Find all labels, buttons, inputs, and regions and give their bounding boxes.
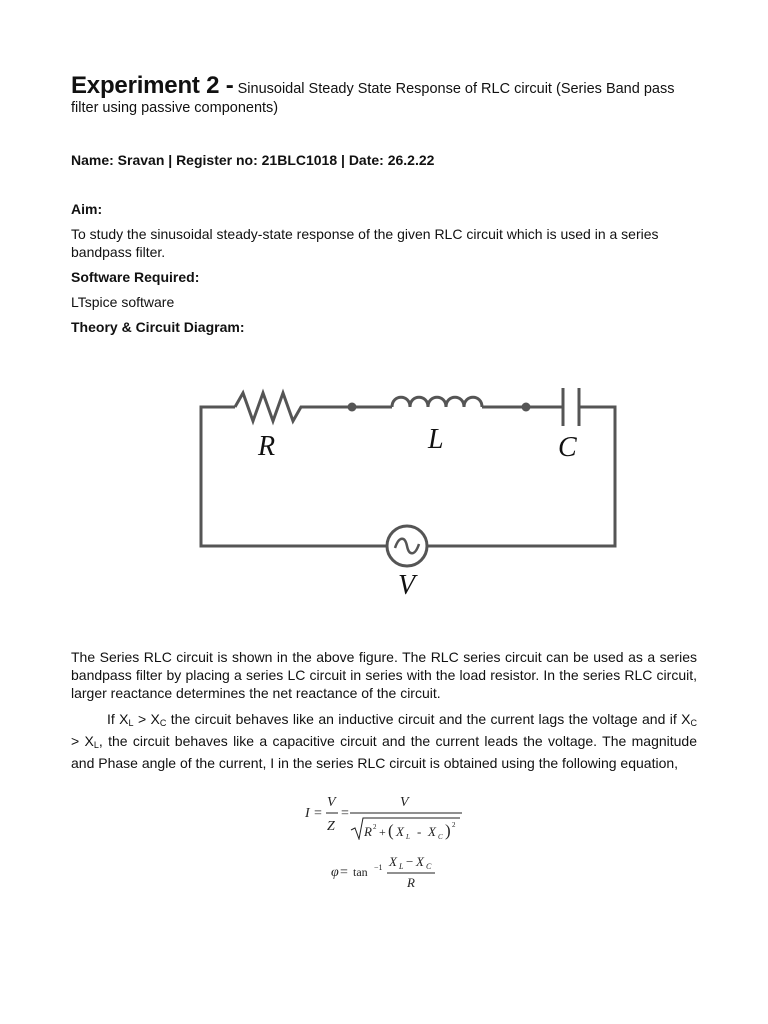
aim-label: Aim:	[71, 201, 103, 217]
p2-text-3: the circuit behaves like an inductive circuit and the current lags the voltage and if X	[166, 711, 691, 727]
eq1-open-paren: (	[388, 821, 394, 840]
eq2-phi: φ	[331, 865, 339, 880]
eq1-r: R	[364, 824, 372, 839]
resistor-symbol	[235, 393, 352, 421]
source-label: V	[398, 570, 416, 601]
p2-sub-4: L	[93, 740, 99, 750]
eq1-plus: +	[379, 825, 386, 839]
eq2-num-c: C	[426, 862, 432, 871]
sine-wave-icon	[395, 539, 419, 554]
node-dot-2	[522, 403, 531, 412]
eq2-tan: tan	[353, 865, 368, 879]
eq1-xc-sub: C	[438, 833, 443, 840]
rlc-circuit-diagram	[195, 380, 625, 605]
eq2-num-xc: X	[416, 854, 424, 869]
eq1-xl-sub: L	[406, 833, 410, 840]
resistor-label: R	[258, 431, 276, 462]
experiment-heading: Experiment 2 -	[71, 72, 234, 99]
eq2-num-l: L	[399, 862, 404, 871]
eq1-lhs: I =	[305, 806, 323, 821]
aim-text: To study the sinusoidal steady-state response of the given RLC circuit which is used in a series bandpass filter.	[71, 226, 659, 260]
eq1-frac1-num: V	[327, 795, 336, 810]
wire-right	[427, 407, 615, 546]
eq2-den: R	[407, 875, 415, 890]
node-dot-1	[348, 403, 357, 412]
student-details: Name: Sravan | Register no: 21BLC1018 | Date: 26.2.22	[71, 152, 435, 168]
p2-text-5: , the circuit behaves like a capacitive circuit and the current leads the voltage. The magnitude and Phase angle of the current, I in the series RLC circuit is obtained using the following equation,	[71, 733, 697, 771]
capacitor-label: C	[558, 432, 577, 463]
theory-paragraph-2	[71, 710, 697, 772]
p2-text-2: > X	[133, 711, 160, 727]
experiment-title	[71, 72, 697, 118]
p2-text-1: If X	[107, 711, 129, 727]
eq1-close-paren: )	[445, 821, 451, 840]
eq1-xc: X	[428, 824, 436, 839]
software-text: LTspice software	[71, 294, 175, 310]
eq1-xl: X	[396, 824, 404, 839]
p2-sub-2: C	[159, 718, 167, 728]
theory-text	[71, 648, 697, 772]
p2-sub-1: L	[128, 718, 134, 728]
eq1-minus: -	[417, 824, 422, 839]
experiment-subtitle: Sinusoidal Steady State Response of RLC circuit (Series Band pass filter using passive components)	[71, 81, 675, 116]
eq2-num-minus: −	[406, 854, 414, 869]
phase-equation	[325, 848, 455, 890]
current-equation	[300, 790, 470, 840]
eq1-frac2-num: V	[400, 795, 409, 810]
theory-label: Theory & Circuit Diagram:	[71, 319, 245, 335]
inductor-label: L	[428, 424, 444, 455]
eq1-equals: =	[341, 806, 349, 821]
p2-sub-3: C	[690, 718, 698, 728]
eq2-inverse: −1	[374, 863, 383, 872]
software-label: Software Required:	[71, 269, 200, 285]
eq1-squared: 2	[452, 821, 456, 829]
p2-text-4: > X	[71, 733, 94, 749]
eq2-num-xl: X	[389, 854, 397, 869]
inductor-symbol	[392, 397, 482, 407]
eq1-frac1-den: Z	[327, 819, 335, 834]
eq1-r-squared: 2	[373, 823, 377, 831]
document-page	[71, 72, 697, 335]
theory-paragraph-1: The Series RLC circuit is shown in the above figure. The RLC series circuit can be used as a series bandpass filter by placing a series LC circuit in series with the load resistor. In the series RLC circuit, larger reactance determines the net reactance of the circuit.	[71, 649, 697, 701]
eq2-equals: =	[340, 865, 348, 880]
wire-left	[201, 407, 387, 546]
